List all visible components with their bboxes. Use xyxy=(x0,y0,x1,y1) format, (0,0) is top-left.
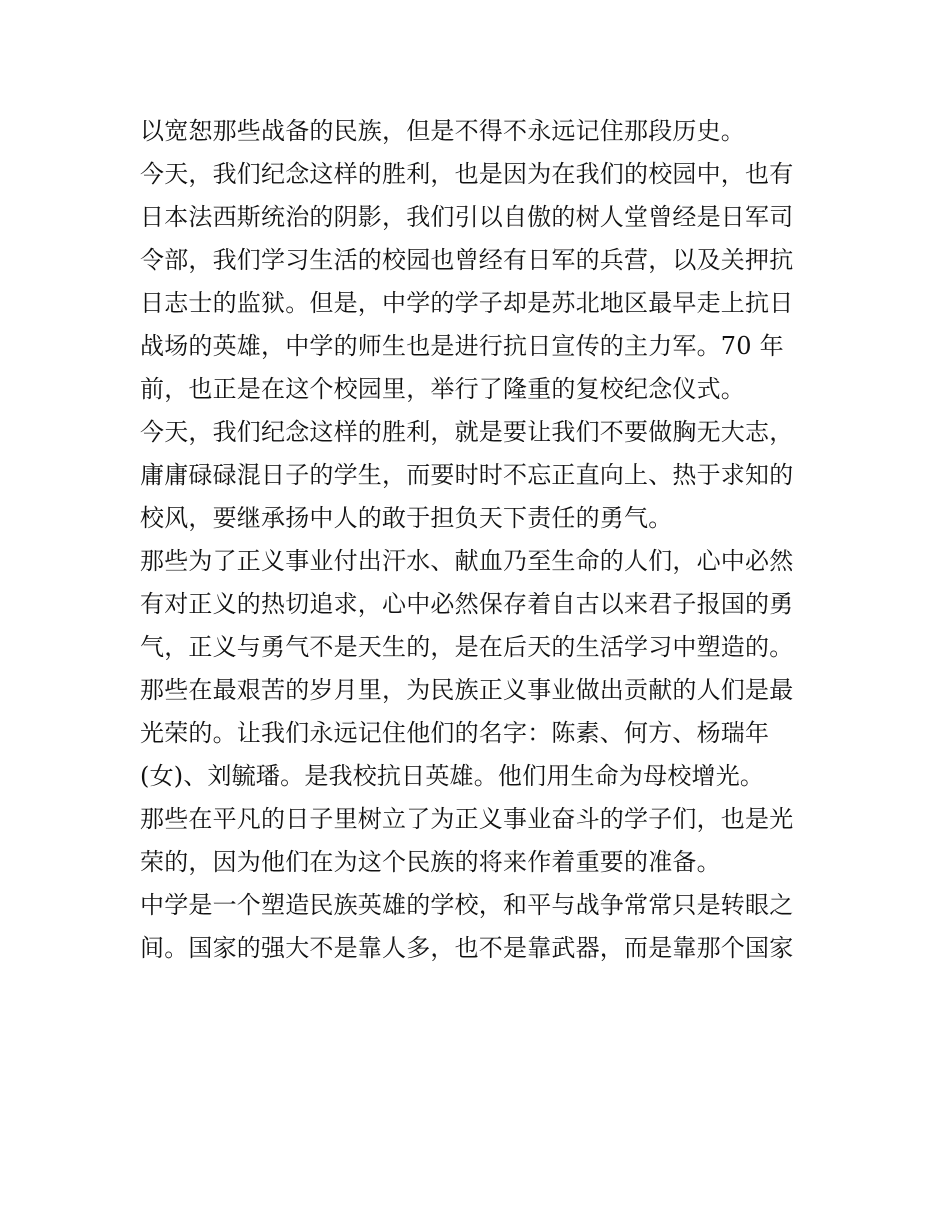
text-line-12: 有对正义的热切追求，心中必然保存着自古以来君子报国的勇 xyxy=(140,590,794,618)
text-line-3: 日本法西斯统治的阴影，我们引以自傲的树人堂曾经是日军司 xyxy=(140,203,794,231)
text-line-13: 气，正义与勇气不是天生的，是在后天的生活学习中塑造的。 xyxy=(140,633,794,661)
text-line-17: 那些在平凡的日子里树立了为正义事业奋斗的学子们，也是光 xyxy=(140,805,794,833)
text-line-15: 光荣的。让我们永远记住他们的名字：陈素、何方、杨瑞年 xyxy=(140,719,770,747)
text-line-1: 以宽恕那些战备的民族，但是不得不永远记住那段历史。 xyxy=(140,117,745,145)
text-line-19: 中学是一个塑造民族英雄的学校，和平与战争常常只是转眼之 xyxy=(140,891,794,919)
text-line-10: 校风，要继承扬中人的敢于担负天下责任的勇气。 xyxy=(140,504,673,532)
document-body xyxy=(140,110,830,970)
text-line-7: 前，也正是在这个校园里，举行了隆重的复校纪念仪式。 xyxy=(140,375,745,403)
text-line-4: 令部，我们学习生活的校园也曾经有日军的兵营，以及关押抗 xyxy=(140,246,794,274)
text-line-20: 间。国家的强大不是靠人多，也不是靠武器，而是靠那个国家 xyxy=(140,934,794,962)
text-line-14: 那些在最艰苦的岁月里，为民族正义事业做出贡献的人们是最 xyxy=(140,676,794,704)
text-line-16: (女)、刘毓璠。是我校抗日英雄。他们用生命为母校增光。 xyxy=(140,762,765,790)
text-line-2: 今天，我们纪念这样的胜利，也是因为在我们的校园中，也有 xyxy=(140,160,794,188)
text-line-9: 庸庸碌碌混日子的学生，而要时时不忘正直向上、热于求知的 xyxy=(140,461,794,489)
text-line-6: 战场的英雄，中学的师生也是进行抗日宣传的主力军。70 年 xyxy=(140,332,784,360)
text-line-18: 荣的，因为他们在为这个民族的将来作着重要的准备。 xyxy=(140,848,721,876)
text-line-5: 日志士的监狱。但是，中学的学子却是苏北地区最早走上抗日 xyxy=(140,289,794,317)
text-line-11: 那些为了正义事业付出汗水、献血乃至生命的人们，心中必然 xyxy=(140,547,794,575)
text-line-8: 今天，我们纪念这样的胜利，就是要让我们不要做胸无大志， xyxy=(140,418,794,446)
